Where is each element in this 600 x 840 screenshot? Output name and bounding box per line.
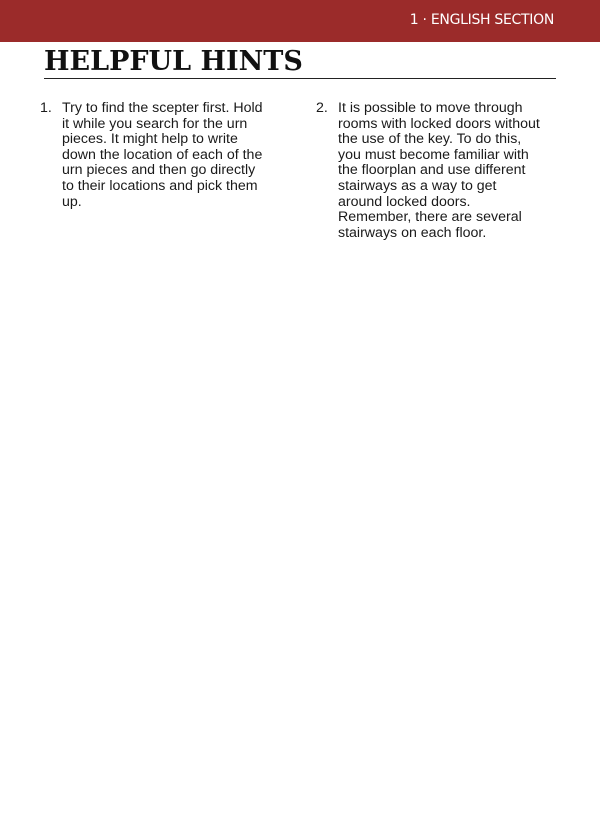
hint-number: 2. (316, 100, 328, 116)
hint-item (316, 101, 566, 241)
hint-number: 1. (40, 100, 52, 116)
section-label: 1 · ENGLISH SECTION (409, 12, 554, 28)
page-title: HELPFUL HINTS (44, 46, 303, 77)
header-band (0, 0, 600, 42)
hint-item (40, 101, 290, 210)
hint-text: Try to find the scepter first. Hold it while you search for the urn pieces. It might help to write down the location of each of the urn pieces and then go directly to their locations and pick them up. (62, 100, 263, 210)
hint-text: It is possible to move through rooms with locked doors without the use of the key. To do this, you must become familiar with the floorplan and use different stairways as a way to get around locked doors. Remember, there are several stairways on each floor. (338, 100, 540, 241)
title-divider (44, 78, 556, 79)
